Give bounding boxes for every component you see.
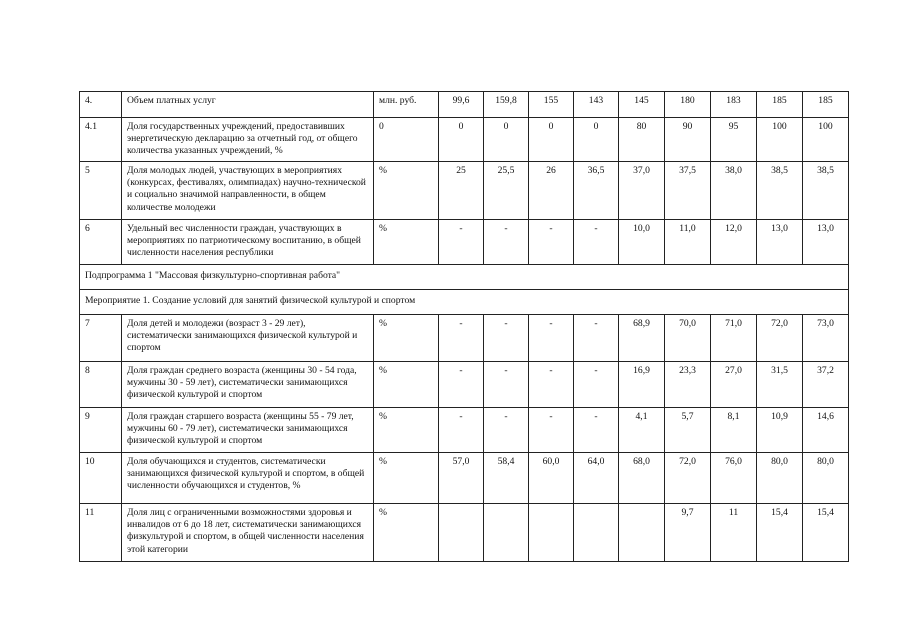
cell-value: 180 bbox=[665, 92, 711, 118]
cell-value: 27,0 bbox=[711, 362, 757, 408]
cell-value bbox=[619, 504, 665, 562]
cell-value: 11 bbox=[711, 504, 757, 562]
cell-value: 38,5 bbox=[803, 162, 849, 220]
cell-value: 99,6 bbox=[439, 92, 484, 118]
cell-indicator-name: Доля обучающихся и студентов, систематически занимающихся физической культурой и спортом, в общей численности обучающихся и студентов, % bbox=[122, 453, 374, 504]
table-row bbox=[80, 220, 849, 265]
cell-indicator-name: Доля граждан среднего возраста (женщины 30 - 54 года, мужчины 30 - 59 лет), систематически занимающихся физической культурой и спортом bbox=[122, 362, 374, 408]
table-row bbox=[80, 362, 849, 408]
section-title: Подпрограмма 1 "Массовая физкультурно-спортивная работа" bbox=[80, 265, 849, 290]
cell-value: 57,0 bbox=[439, 453, 484, 504]
cell-value: - bbox=[439, 315, 484, 362]
cell-number: 11 bbox=[80, 504, 122, 562]
cell-unit: % bbox=[374, 362, 439, 408]
cell-value: 0 bbox=[529, 118, 574, 162]
cell-unit: % bbox=[374, 220, 439, 265]
cell-value: 76,0 bbox=[711, 453, 757, 504]
cell-number: 6 bbox=[80, 220, 122, 265]
cell-value: 25,5 bbox=[484, 162, 529, 220]
cell-value: 70,0 bbox=[665, 315, 711, 362]
cell-value: 183 bbox=[711, 92, 757, 118]
cell-unit: % bbox=[374, 315, 439, 362]
cell-value: 5,7 bbox=[665, 408, 711, 453]
cell-value: - bbox=[484, 220, 529, 265]
cell-value bbox=[529, 504, 574, 562]
cell-value: 9,7 bbox=[665, 504, 711, 562]
cell-unit: % bbox=[374, 162, 439, 220]
cell-value: 15,4 bbox=[757, 504, 803, 562]
cell-value: 80,0 bbox=[803, 453, 849, 504]
cell-number: 7 bbox=[80, 315, 122, 362]
cell-value bbox=[439, 504, 484, 562]
cell-value: 155 bbox=[529, 92, 574, 118]
cell-value: 25 bbox=[439, 162, 484, 220]
table-body bbox=[80, 92, 849, 562]
cell-value: 38,5 bbox=[757, 162, 803, 220]
section-title: Мероприятие 1. Создание условий для занятий физической культурой и спортом bbox=[80, 290, 849, 315]
cell-number: 4. bbox=[80, 92, 122, 118]
table-section-row bbox=[80, 290, 849, 315]
cell-value: 12,0 bbox=[711, 220, 757, 265]
cell-value: 26 bbox=[529, 162, 574, 220]
cell-value: 90 bbox=[665, 118, 711, 162]
cell-value: 80,0 bbox=[757, 453, 803, 504]
cell-value: 10,0 bbox=[619, 220, 665, 265]
cell-indicator-name: Удельный вес численности граждан, участвующих в мероприятиях по патриотическому воспитанию, в общей численности населения республики bbox=[122, 220, 374, 265]
cell-indicator-name: Доля детей и молодежи (возраст 3 - 29 лет), систематически занимающихся физической культурой и спортом bbox=[122, 315, 374, 362]
cell-value: - bbox=[574, 315, 619, 362]
cell-indicator-name: Доля граждан старшего возраста (женщины 55 - 79 лет, мужчины 60 - 79 лет), систематически занимающихся физической культурой и спортом bbox=[122, 408, 374, 453]
cell-value: 80 bbox=[619, 118, 665, 162]
cell-number: 4.1 bbox=[80, 118, 122, 162]
cell-value: 0 bbox=[574, 118, 619, 162]
cell-value: - bbox=[574, 362, 619, 408]
cell-value: 100 bbox=[803, 118, 849, 162]
cell-value: 14,6 bbox=[803, 408, 849, 453]
table-row bbox=[80, 118, 849, 162]
cell-value: 11,0 bbox=[665, 220, 711, 265]
cell-value: 13,0 bbox=[757, 220, 803, 265]
cell-value: 60,0 bbox=[529, 453, 574, 504]
cell-value: - bbox=[484, 315, 529, 362]
cell-value: 100 bbox=[757, 118, 803, 162]
cell-value: - bbox=[439, 362, 484, 408]
cell-value: 8,1 bbox=[711, 408, 757, 453]
cell-value: - bbox=[439, 408, 484, 453]
cell-value: 143 bbox=[574, 92, 619, 118]
cell-value bbox=[574, 504, 619, 562]
cell-value: 37,2 bbox=[803, 362, 849, 408]
cell-value: 4,1 bbox=[619, 408, 665, 453]
cell-value: 23,3 bbox=[665, 362, 711, 408]
cell-unit: % bbox=[374, 453, 439, 504]
table-row bbox=[80, 315, 849, 362]
table-row bbox=[80, 408, 849, 453]
cell-value: 159,8 bbox=[484, 92, 529, 118]
cell-value: - bbox=[529, 408, 574, 453]
cell-value: 0 bbox=[439, 118, 484, 162]
cell-number: 5 bbox=[80, 162, 122, 220]
cell-unit: 0 bbox=[374, 118, 439, 162]
cell-value: - bbox=[574, 220, 619, 265]
cell-value: - bbox=[484, 408, 529, 453]
table-section-row bbox=[80, 265, 849, 290]
cell-value: 72,0 bbox=[665, 453, 711, 504]
cell-number: 10 bbox=[80, 453, 122, 504]
cell-value: 71,0 bbox=[711, 315, 757, 362]
cell-indicator-name: Объем платных услуг bbox=[122, 92, 374, 118]
cell-indicator-name: Доля государственных учреждений, предоставивших энергетическую декларацию за отчетный год, от общего количества указанных учреждений, % bbox=[122, 118, 374, 162]
cell-value bbox=[484, 504, 529, 562]
table-row bbox=[80, 162, 849, 220]
cell-value: - bbox=[529, 220, 574, 265]
cell-value: - bbox=[529, 362, 574, 408]
cell-value: 68,0 bbox=[619, 453, 665, 504]
cell-value: - bbox=[529, 315, 574, 362]
cell-value: 10,9 bbox=[757, 408, 803, 453]
cell-value: 95 bbox=[711, 118, 757, 162]
cell-value: 0 bbox=[484, 118, 529, 162]
indicators-table bbox=[79, 91, 849, 562]
cell-value: 36,5 bbox=[574, 162, 619, 220]
cell-value: 73,0 bbox=[803, 315, 849, 362]
cell-value: 31,5 bbox=[757, 362, 803, 408]
cell-value: 16,9 bbox=[619, 362, 665, 408]
cell-indicator-name: Доля молодых людей, участвующих в мероприятиях (конкурсах, фестивалях, олимпиадах) научно-технической и социально значимой направленности, в общем количестве молодежи bbox=[122, 162, 374, 220]
cell-value: 38,0 bbox=[711, 162, 757, 220]
cell-value: 185 bbox=[757, 92, 803, 118]
cell-value: 145 bbox=[619, 92, 665, 118]
cell-value: - bbox=[484, 362, 529, 408]
cell-number: 8 bbox=[80, 362, 122, 408]
cell-number: 9 bbox=[80, 408, 122, 453]
cell-indicator-name: Доля лиц с ограниченными возможностями здоровья и инвалидов от 6 до 18 лет, систематически занимающихся физкультурой и спортом, в общей численности населения этой категории bbox=[122, 504, 374, 562]
cell-value: 15,4 bbox=[803, 504, 849, 562]
cell-value: 64,0 bbox=[574, 453, 619, 504]
cell-value: 37,0 bbox=[619, 162, 665, 220]
cell-value: 37,5 bbox=[665, 162, 711, 220]
cell-unit: % bbox=[374, 504, 439, 562]
cell-value: 13,0 bbox=[803, 220, 849, 265]
cell-unit: млн. руб. bbox=[374, 92, 439, 118]
cell-value: 72,0 bbox=[757, 315, 803, 362]
cell-value: 68,9 bbox=[619, 315, 665, 362]
cell-unit: % bbox=[374, 408, 439, 453]
cell-value: 58,4 bbox=[484, 453, 529, 504]
table-row bbox=[80, 92, 849, 118]
cell-value: - bbox=[439, 220, 484, 265]
table-row bbox=[80, 453, 849, 504]
cell-value: - bbox=[574, 408, 619, 453]
cell-value: 185 bbox=[803, 92, 849, 118]
table-row bbox=[80, 504, 849, 562]
